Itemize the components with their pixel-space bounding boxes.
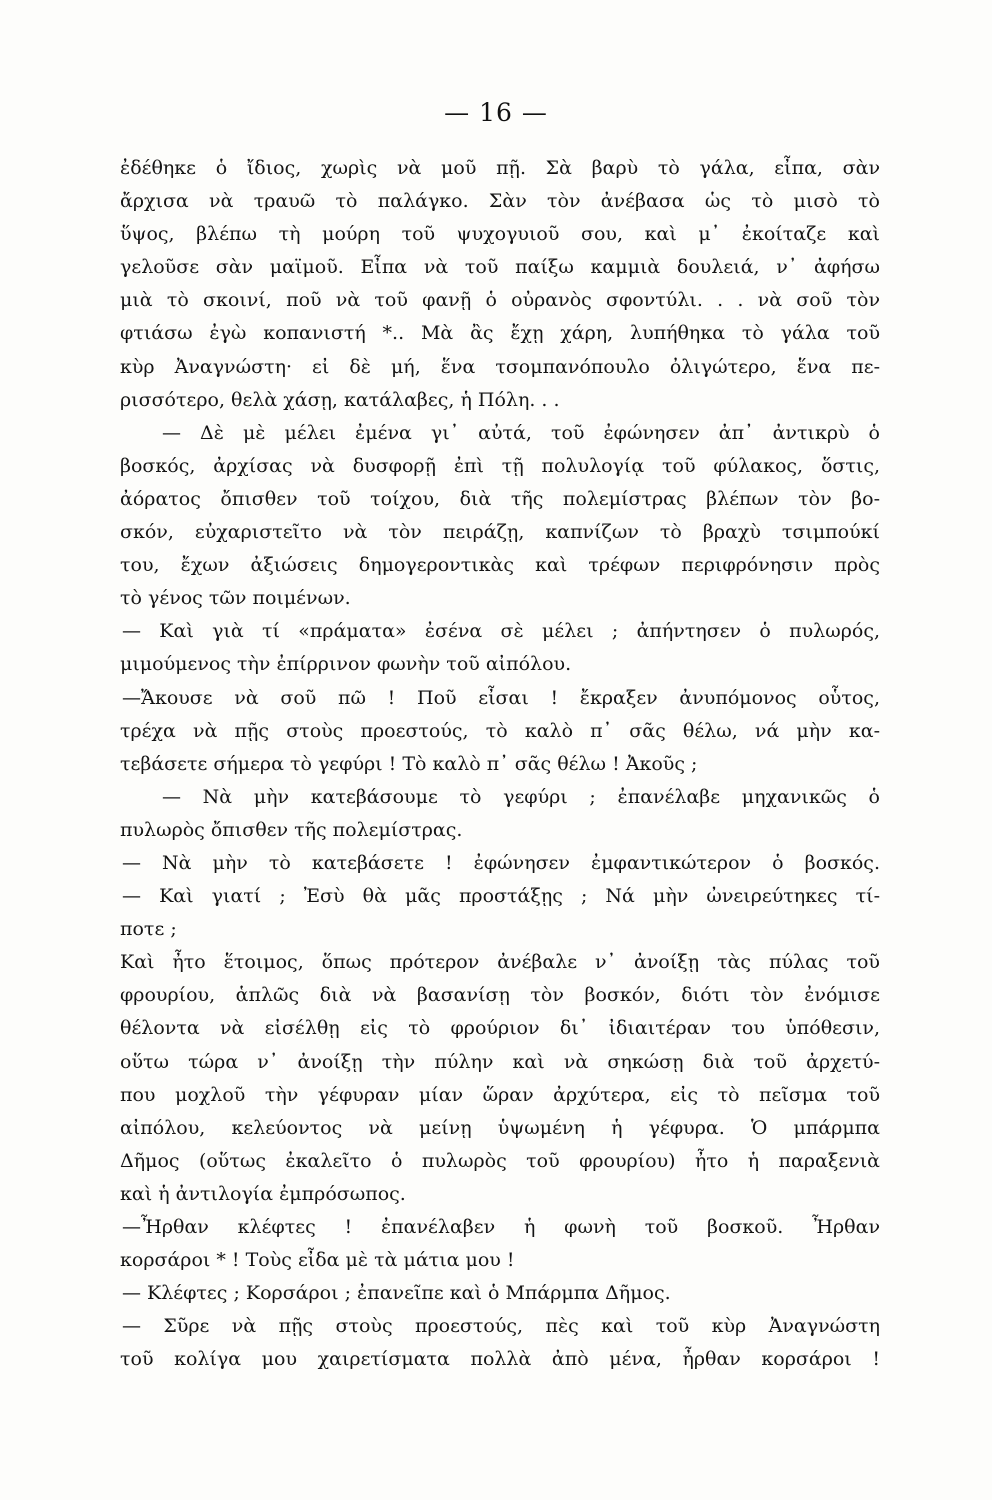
page-number: — 16 —	[444, 98, 548, 127]
text-line: —Ἦρθαν κλέφτες ! ἐπανέλαβεν ἡ φωνὴ τοῦ βοσκοῦ. Ἦρθαν	[122, 1216, 880, 1238]
text-line: — Κλέφτες ; Κορσάροι ; ἐπανεῖπε καὶ ὁ Μπάρμπα Δῆμος.	[122, 1282, 671, 1305]
text-line: —Ἄκουσε νὰ σοῦ πῶ ! Ποῦ εἶσαι ! ἔκραξεν ἀνυπόμονος οὗτος,	[122, 686, 880, 709]
text-line: φτιάσω ἐγὼ κοπανιστή *.. Μὰ ἂς ἔχῃ χάρη, λυπήθηκα τὸ γάλα τοῦ	[120, 322, 880, 345]
text-line: ἄρχισα νὰ τραυῶ τὸ παλάγκο. Σὰν τὸν ἀνέβασα ὡς τὸ μισὸ τὸ	[120, 190, 880, 213]
text-line: — Καὶ γιατί ; Ἐσὺ θὰ μᾶς προστάξῃς ; Νά μὴν ὠνειρεύτηκες τί-	[122, 885, 880, 908]
text-line: φρουρίου, ἁπλῶς διὰ νὰ βασανίσῃ τὸν βοσκόν, διότι τὸν ἐνόμισε	[120, 984, 880, 1007]
text-line: — Σῦρε νὰ πῇς στοὺς προεστούς, πὲς καὶ τοῦ κὺρ Ἀναγνώστη	[122, 1315, 880, 1338]
text-line: ὕψος, βλέπω τὴ μούρη τοῦ ψυχογυιοῦ σου, καὶ μ᾽ ἐκοίταζε καὶ	[120, 223, 880, 246]
text-line: τεβάσετε σήμερα τὸ γεφύρι ! Τὸ καλὸ π᾽ σᾶς θέλω ! Ἀκοῦς ;	[120, 752, 698, 775]
text-line: του, ἔχων ἀξιώσεις δημογεροντικὰς καὶ τρέφων περιφρόνησιν πρὸς	[120, 554, 880, 577]
text-line: ρισσότερο, θελὰ χάσῃ, κατάλαβες, ἡ Πόλη. . .	[120, 388, 560, 411]
text-line: ἀόρατος ὄπισθεν τοῦ τοίχου, διὰ τῆς πολεμίστρας βλέπων τὸν βο-	[120, 487, 880, 510]
text-line: μιμούμενος τὴν ἐπίρρινον φωνὴν τοῦ αἰπόλου.	[120, 653, 572, 676]
text-line: — Καὶ γιὰ τί «πράματα» ἐσένα σὲ μέλει ; ἀπήντησεν ὁ πυλωρός,	[122, 620, 880, 643]
text-line: — Νὰ μὴν κατεβάσουμε τὸ γεφύρι ; ἐπανέλαβε μηχανικῶς ὁ	[162, 785, 880, 808]
text-line: ἐδέθηκε ὁ ἴδιος, χωρὶς νὰ μοῦ πῇ. Σὰ βαρὺ τὸ γάλα, εἶπα, σὰν	[120, 157, 880, 179]
text-line: κορσάροι * ! Τοὺς εἶδα μὲ τὰ μάτια μου !	[120, 1249, 515, 1272]
body-text	[120, 152, 880, 1376]
text-line: θέλοντα νὰ εἰσέλθῃ εἰς τὸ φρούριον δι᾽ ἰδιαιτέραν του ὑπόθεσιν,	[120, 1017, 880, 1040]
text-line: Δῆμος (οὕτως ἐκαλεῖτο ὁ πυλωρὸς τοῦ φρουρίου) ἦτο ἡ παραξενιὰ	[120, 1149, 880, 1172]
text-line: αἰπόλου, κελεύοντος νὰ μείνῃ ὑψωμένη ἡ γέφυρα. Ὁ μπάρμπα	[120, 1116, 880, 1139]
text-line: — Νὰ μὴν τὸ κατεβάσετε ! ἐφώνησεν ἐμφαντικώτερον ὁ βοσκός.	[122, 851, 880, 874]
text-line: Καὶ ἦτο ἕτοιμος, ὅπως πρότερον ἀνέβαλε ν᾽ ἀνοίξῃ τὰς πύλας τοῦ	[120, 951, 880, 974]
text-line: — Δὲ μὲ μέλει ἐμένα γι᾽ αὐτά, τοῦ ἐφώνησεν ἀπ᾽ ἀντικρὺ ὁ	[162, 421, 880, 444]
text-line: κὺρ Ἀναγνώστη· εἰ δὲ μή, ἕνα τσομπανόπουλο ὀλιγώτερο, ἕνα πε-	[120, 355, 880, 378]
text-line: ποτε ;	[120, 918, 177, 941]
text-line: βοσκός, ἀρχίσας νὰ δυσφορῇ ἐπὶ τῇ πολυλογίᾳ τοῦ φύλακος, ὅστις,	[120, 454, 880, 477]
text-line: τρέχα νὰ πῇς στοὺς προεστούς, τὸ καλὸ π᾽ σᾶς θέλω, νά μὴν κα-	[120, 719, 880, 742]
text-line: τοῦ κολίγα μου χαιρετίσματα πολλὰ ἀπὸ μένα, ἦρθαν κορσάροι !	[120, 1348, 880, 1371]
text-line: οὕτω τώρα ν᾽ ἀνοίξῃ τὴν πύλην καὶ νὰ σηκώσῃ διὰ τοῦ ἀρχετύ-	[120, 1050, 880, 1073]
text-line: τὸ γένος τῶν ποιμένων.	[120, 587, 351, 610]
text-line: γελοῦσε σὰν μαϊμοῦ. Εἶπα νὰ τοῦ παίξω καμμιὰ δουλειά, ν᾽ ἀφήσω	[120, 256, 880, 279]
text-line: καὶ ἡ ἀντιλογία ἐμπρόσωπος.	[120, 1182, 406, 1205]
text-line: που μοχλοῦ τὴν γέφυραν μίαν ὥραν ἀρχύτερα, εἰς τὸ πεῖσμα τοῦ	[120, 1083, 880, 1106]
text-line: πυλωρὸς ὄπισθεν τῆς πολεμίστρας.	[120, 818, 463, 841]
text-line: μιὰ τὸ σκοινί, ποῦ νὰ τοῦ φανῇ ὁ οὐρανὸς σφοντύλι. . . νὰ σοῦ τὸν	[120, 289, 880, 312]
text-line: σκόν, εὐχαριστεῖτο νὰ τὸν πειράζῃ, καπνίζων τὸ βραχὺ τσιμπούκί	[120, 521, 880, 544]
